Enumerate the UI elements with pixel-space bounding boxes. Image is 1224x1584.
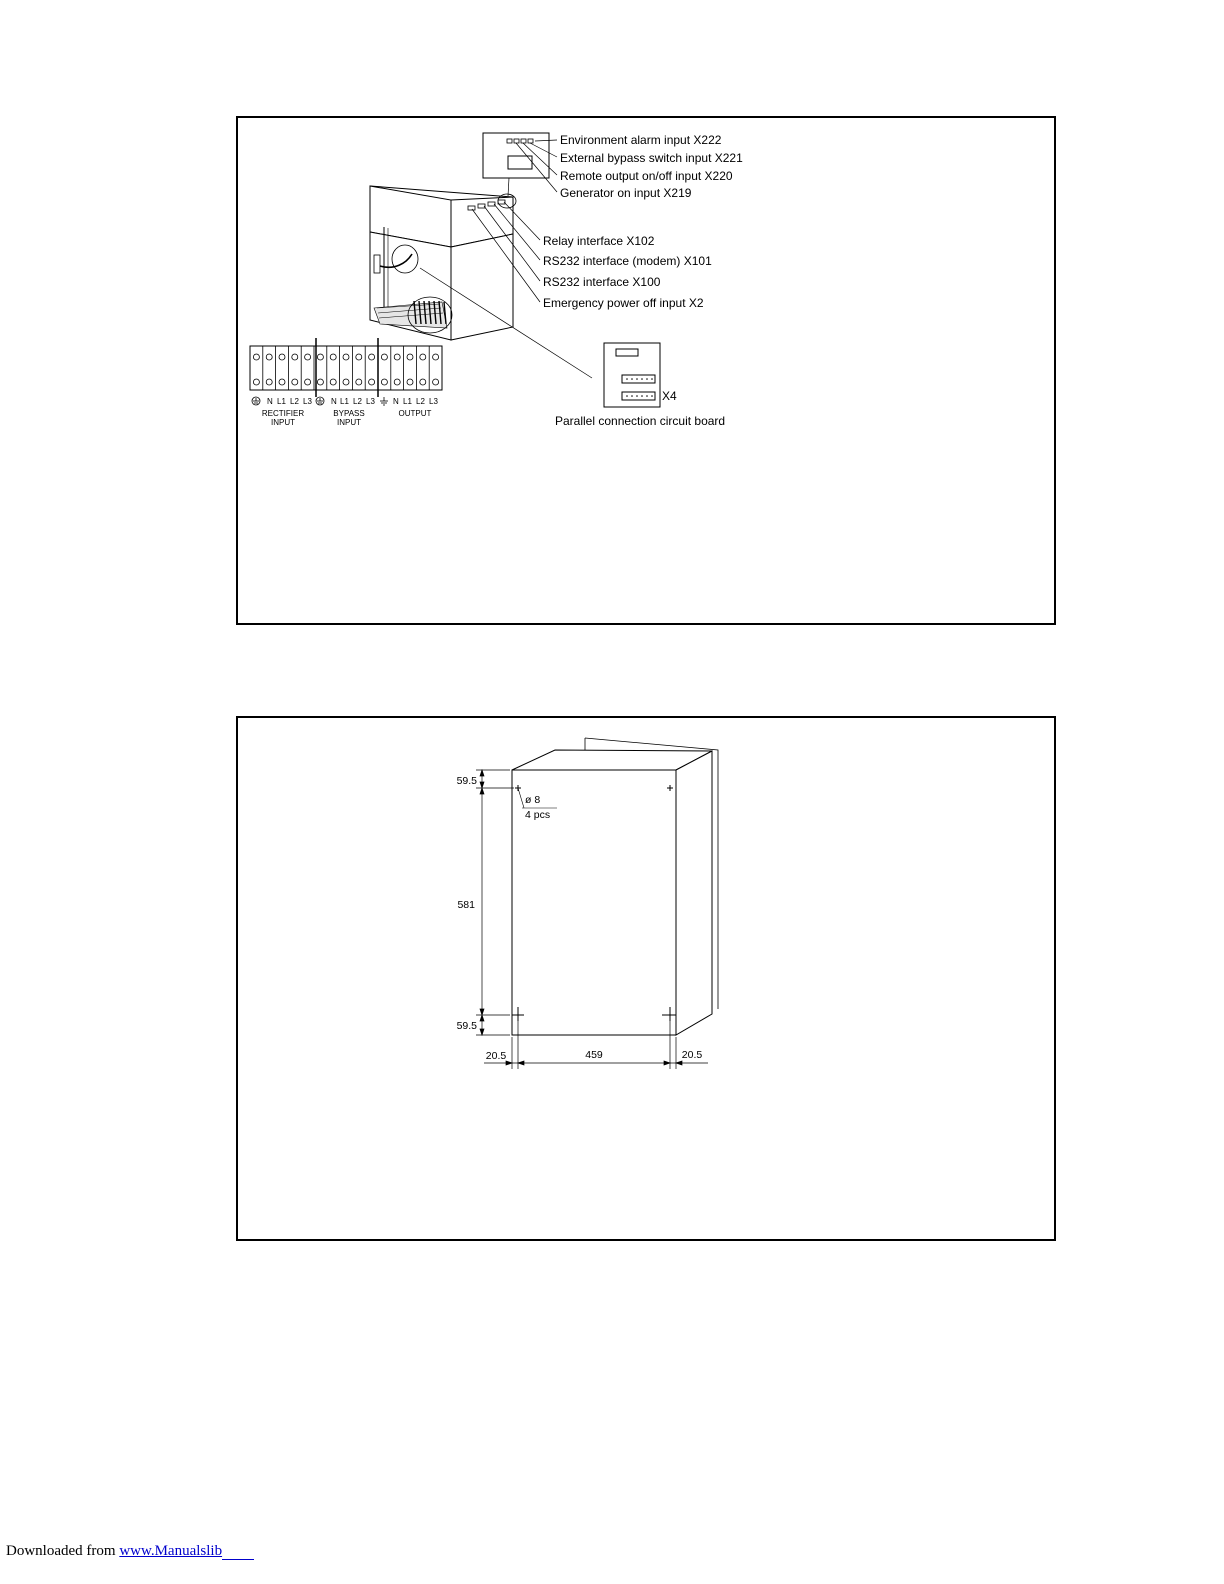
terminal-label-1: N <box>267 397 273 406</box>
label-x4: X4 <box>662 389 677 403</box>
dim-width: 459 <box>585 1049 603 1061</box>
label-x100: RS232 interface X100 <box>543 275 661 289</box>
group-rectifier-line2: INPUT <box>271 418 295 427</box>
label-x219: Generator on input X219 <box>560 186 692 200</box>
label-x101: RS232 interface (modem) X101 <box>543 254 712 268</box>
group-bypass-line1: BYPASS <box>333 409 365 418</box>
parallel-board <box>604 343 660 407</box>
terminal-label-9: N <box>393 397 399 406</box>
terminal-label-10: L1 <box>403 397 412 406</box>
terminal-label-7: L2 <box>353 397 362 406</box>
label-x102: Relay interface X102 <box>543 234 655 248</box>
terminal-label-5: N <box>331 397 337 406</box>
ups-cabinet <box>370 186 516 340</box>
figure-connections <box>236 116 1056 625</box>
group-bypass-line2: INPUT <box>337 418 361 427</box>
figure-mounting-dimensions <box>236 716 1056 1241</box>
dim-bottom-margin: 59.5 <box>456 1020 477 1032</box>
label-x222: Environment alarm input X222 <box>560 133 722 147</box>
terminal-label-3: L2 <box>290 397 299 406</box>
connections-diagram <box>238 118 1054 623</box>
hole-count-label: 4 pcs <box>525 809 551 821</box>
dim-left-margin: 20.5 <box>485 1050 507 1062</box>
label-x221: External bypass switch input X221 <box>560 151 743 165</box>
hole-diameter-label: ø 8 <box>525 794 541 806</box>
footer <box>6 1543 254 1560</box>
terminal-label-6: L1 <box>340 397 349 406</box>
label-x2: Emergency power off input X2 <box>543 296 704 310</box>
dim-height: 581 <box>457 899 475 911</box>
label-x220: Remote output on/off input X220 <box>560 169 733 183</box>
terminal-label-11: L2 <box>416 397 425 406</box>
footer-link-underline <box>222 1545 254 1560</box>
group-output: OUTPUT <box>398 409 432 418</box>
terminal-label-8: L3 <box>366 397 375 406</box>
cabinet-outline <box>512 738 718 1035</box>
dim-right-margin: 20.5 <box>681 1049 703 1061</box>
terminal-label-4: L3 <box>303 397 312 406</box>
mounting-diagram <box>238 718 1054 1239</box>
terminal-label-2: L1 <box>277 397 286 406</box>
terminal-block <box>250 338 442 427</box>
group-rectifier-line1: RECTIFIER <box>261 409 305 418</box>
vertical-dimensions <box>476 770 514 1035</box>
label-parallel-board: Parallel connection circuit board <box>555 414 726 428</box>
footer-prefix: Downloaded from <box>6 1543 120 1559</box>
terminal-label-12: L3 <box>429 397 438 406</box>
dim-top-margin: 59.5 <box>456 775 477 787</box>
footer-link[interactable]: www.Manualslib <box>119 1543 223 1559</box>
